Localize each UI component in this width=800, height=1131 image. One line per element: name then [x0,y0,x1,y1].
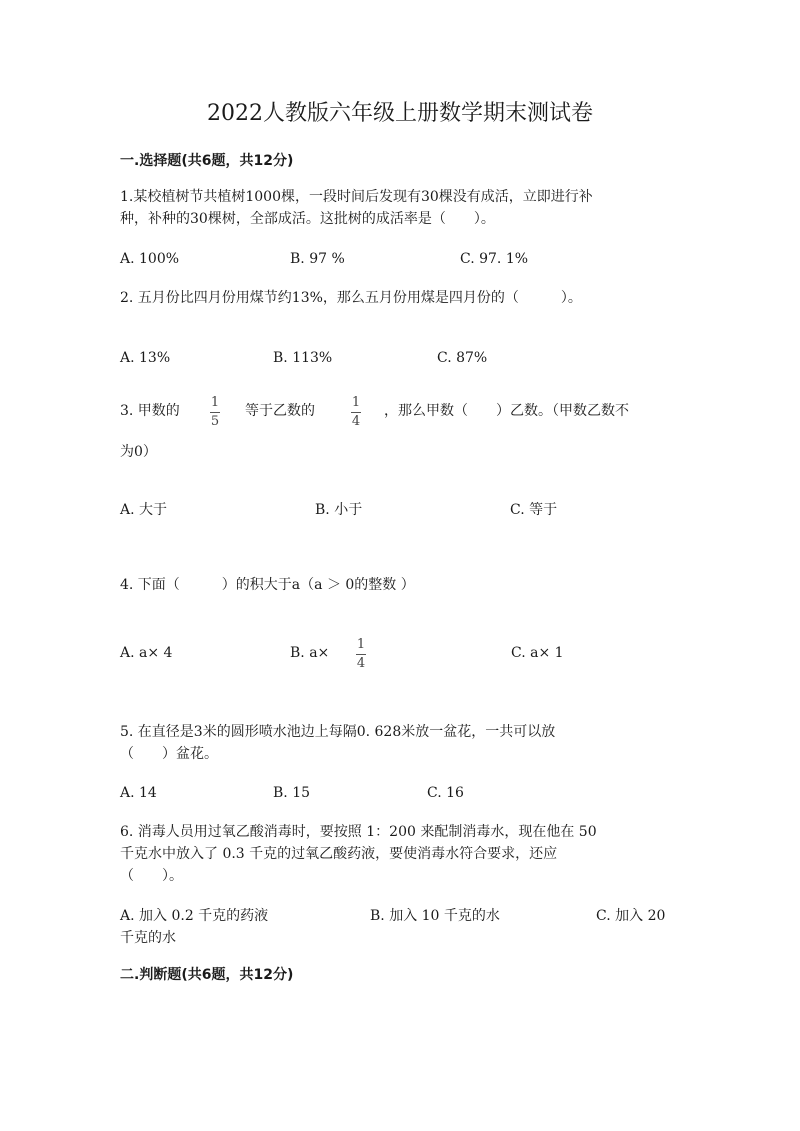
question-3-text-part-2: 等于乙数的 [245,403,315,419]
question-4-option-c[interactable]: C. a× 1 [511,645,564,661]
question-6-line-1: 6. 消毒人员用过氧乙酸消毒时，要按照 1：200 来配制消毒水，现在他在 50 [120,824,597,840]
fraction-bar [210,412,220,413]
question-3-text-part-1: 3. 甲数的 [120,403,180,419]
question-6-line-2: 千克水中放入了 0.3 千克的过氧乙酸药液，要使消毒水符合要求，还应 [120,846,558,862]
fraction-bar [351,412,361,413]
question-1-option-c[interactable]: C. 97. 1% [460,251,529,267]
fraction-numerator: 1 [351,395,361,410]
question-6-option-c[interactable]: C. 加入 20 [596,908,666,924]
question-4-line-1: 4. 下面（ ）的积大于a（a ＞ 0的整数 ） [120,577,415,593]
section-heading-choice: 一.选择题(共6题，共12分) [120,153,294,169]
fraction-denominator: 5 [210,414,220,429]
fraction-one-fourth [349,396,363,429]
question-2-option-b[interactable]: B. 113% [273,350,333,366]
fraction-one-fourth-option [354,638,368,671]
question-6-option-c-continued: 千克的水 [120,930,176,946]
fraction-numerator: 1 [210,395,220,410]
question-4-option-a[interactable]: A. a× 4 [120,645,173,661]
question-3-option-b[interactable]: B. 小于 [315,502,363,518]
question-6-line-3: （ ）。 [120,868,183,884]
question-4-option-b[interactable]: B. a× [290,645,330,661]
fraction-numerator: 1 [356,637,366,652]
question-5-line-2: （ ）盆花。 [120,746,218,762]
fraction-denominator: 4 [351,414,361,429]
question-6-option-b[interactable]: B. 加入 10 千克的水 [370,908,500,924]
question-5-option-a[interactable]: A. 14 [120,785,157,801]
question-1-line-1: 1.某校植树节共植树1000棵，一段时间后发现有30棵没有成活，立即进行补 [120,189,593,205]
question-1-option-a[interactable]: A. 100% [120,251,180,267]
question-2-line-1: 2. 五月份比四月份用煤节约13%，那么五月份用煤是四月份的（ ）。 [120,290,582,306]
question-1-option-b[interactable]: B. 97 % [290,251,345,267]
question-3-option-a[interactable]: A. 大于 [120,502,168,518]
question-5-line-1: 5. 在直径是3米的圆形喷水池边上每隔0. 628米放一盆花，一共可以放 [120,724,556,740]
question-3-text-part-3: ，那么甲数（ ）乙数。（甲数乙数不 [384,403,629,419]
question-5-option-b[interactable]: B. 15 [273,785,311,801]
question-1-line-2: 种，补种的30棵树，全部成活。这批树的成活率是（ ）。 [120,211,495,227]
question-2-option-a[interactable]: A. 13% [120,350,171,366]
question-3-option-c[interactable]: C. 等于 [510,502,558,518]
fraction-denominator: 4 [356,656,366,671]
fraction-bar [356,654,366,655]
question-5-option-c[interactable]: C. 16 [427,785,464,801]
question-3-line-2: 为0） [120,444,157,460]
page-title: 2022人教版六年级上册数学期末测试卷 [207,101,593,126]
question-6-option-a[interactable]: A. 加入 0.2 千克的药液 [120,908,269,924]
fraction-one-fifth [208,396,222,429]
section-heading-judgment: 二.判断题(共6题，共12分) [120,967,294,983]
question-2-option-c[interactable]: C. 87% [437,350,488,366]
